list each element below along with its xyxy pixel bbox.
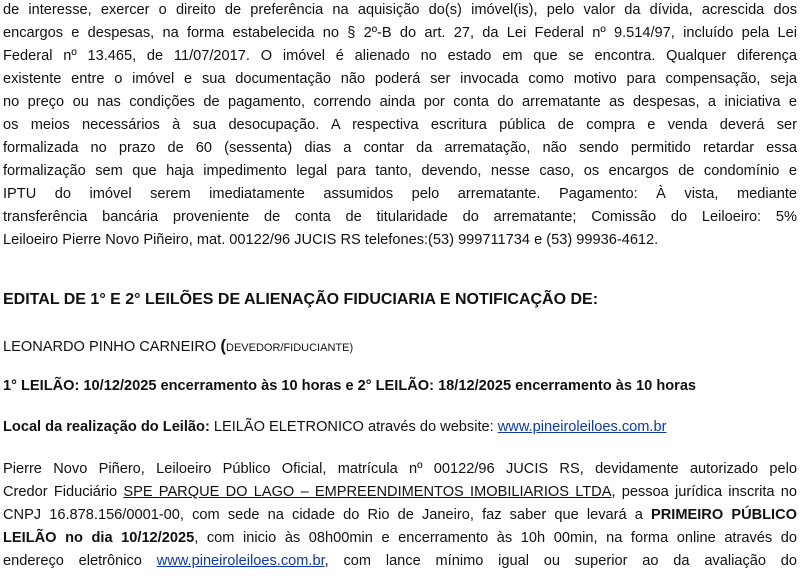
location-text: LEILÃO ELETRONICO através do website: [209,419,498,435]
text-span: Credor Fiduciário [3,484,124,500]
paragraph-line: os meios necessários à sua desocupação. A respectiva escritura pública de compra e venda deverá ser [3,117,797,133]
paragraph-line: encargos e despesas, na forma estabelecida no § 2º-B do art. 27, da Lei Federal nº 9.514/97, incluído pela Lei [3,25,797,41]
auction-dates: 1° LEILÃO: 10/12/2025 encerramento às 10 horas e 2° LEILÃO: 18/12/2025 encerramento às 10 horas [3,378,697,394]
website-link[interactable]: www.pineiroleiloes.com.br [156,553,325,569]
text-span: , com lance mínimo igual ou superior ao da avaliação do [324,553,797,569]
paragraph-line [3,550,797,572]
edital-heading: EDITAL DE 1° E 2° LEILÕES DE ALIENAÇÃO FIDUCIARIA E NOTIFICAÇÃO DE: [3,291,599,308]
first-auction-date: LEILÃO no dia 10/12/2025 [3,530,195,546]
debtor-role: DEVEDOR/FIDUCIANTE) [226,342,354,354]
creditor-company: SPE PARQUE DO LAGO – EMPREENDIMENTOS IMOBILIARIOS LTDA [123,484,612,500]
auction-location [3,416,797,438]
text-span: , pessoa jurídica inscrita no [611,484,798,500]
paragraph-line [3,481,797,503]
paragraph-line: de interesse, exercer o direito de preferência na aquisição do(s) imóvel(is), pelo valor da dívida, acrescida dos [3,2,797,18]
paragraph-line: formalização sem que haja impedimento legal para tanto, devendo, nesse caso, os encargos de condomínio e [3,163,797,179]
debtor-paren: ( [220,336,226,355]
paragraph-line: existente entre o imóvel e sua documentação não poderá ser invocada como motivo para compensação, seja [3,71,797,87]
website-link[interactable]: www.pineiroleiloes.com.br [497,419,667,435]
paragraph-line: transferência bancária proveniente de conta de titularidade do arrematante; Comissão do Leiloeiro: 5% [3,209,797,225]
paragraph-line [3,504,797,526]
paragraph-line: Leiloeiro Pierre Novo Piñeiro, mat. 00122/96 JUCIS RS telefones:(53) 999711734 e (53) 99936-4612. [3,232,659,248]
first-auction-label: PRIMEIRO PÚBLICO [651,507,798,523]
paragraph-line: formalizada no prazo de 60 (sessenta) dias a contar da arrematação, não sendo permitido retardar essa [3,140,797,156]
paragraph-line [3,527,797,549]
paragraph-line: Pierre Novo Piñero, Leiloeiro Público Oficial, matrícula nº 00122/96 JUCIS RS, devidamente autorizado pelo [3,461,797,477]
debtor-line [3,335,797,357]
text-span: CNPJ 16.878.156/0001-00, com sede na cidade do Rio de Janeiro, faz saber que levará a [3,507,652,523]
location-label: Local da realização do Leilão: [3,419,210,435]
paragraph-line: IPTU do imóvel serem imediatamente assumidos pelo arrematante. Pagamento: À vista, mediante [3,186,797,202]
text-span: endereço eletrônico [3,553,157,569]
paragraph-line: Federal nº 13.465, de 11/07/2017. O imóvel é alienado no estado em que se encontra. Qualquer diferença [3,48,797,64]
text-span: , com inicio às 08h00min e encerramento às 10h 00min, na forma online através do [194,530,797,546]
paragraph-line: no preço ou nas condições de pagamento, correndo ainda por conta do arrematante as despesas, a iniciativa e [3,94,797,110]
debtor-name: LEONARDO PINHO CARNEIRO [3,339,221,355]
